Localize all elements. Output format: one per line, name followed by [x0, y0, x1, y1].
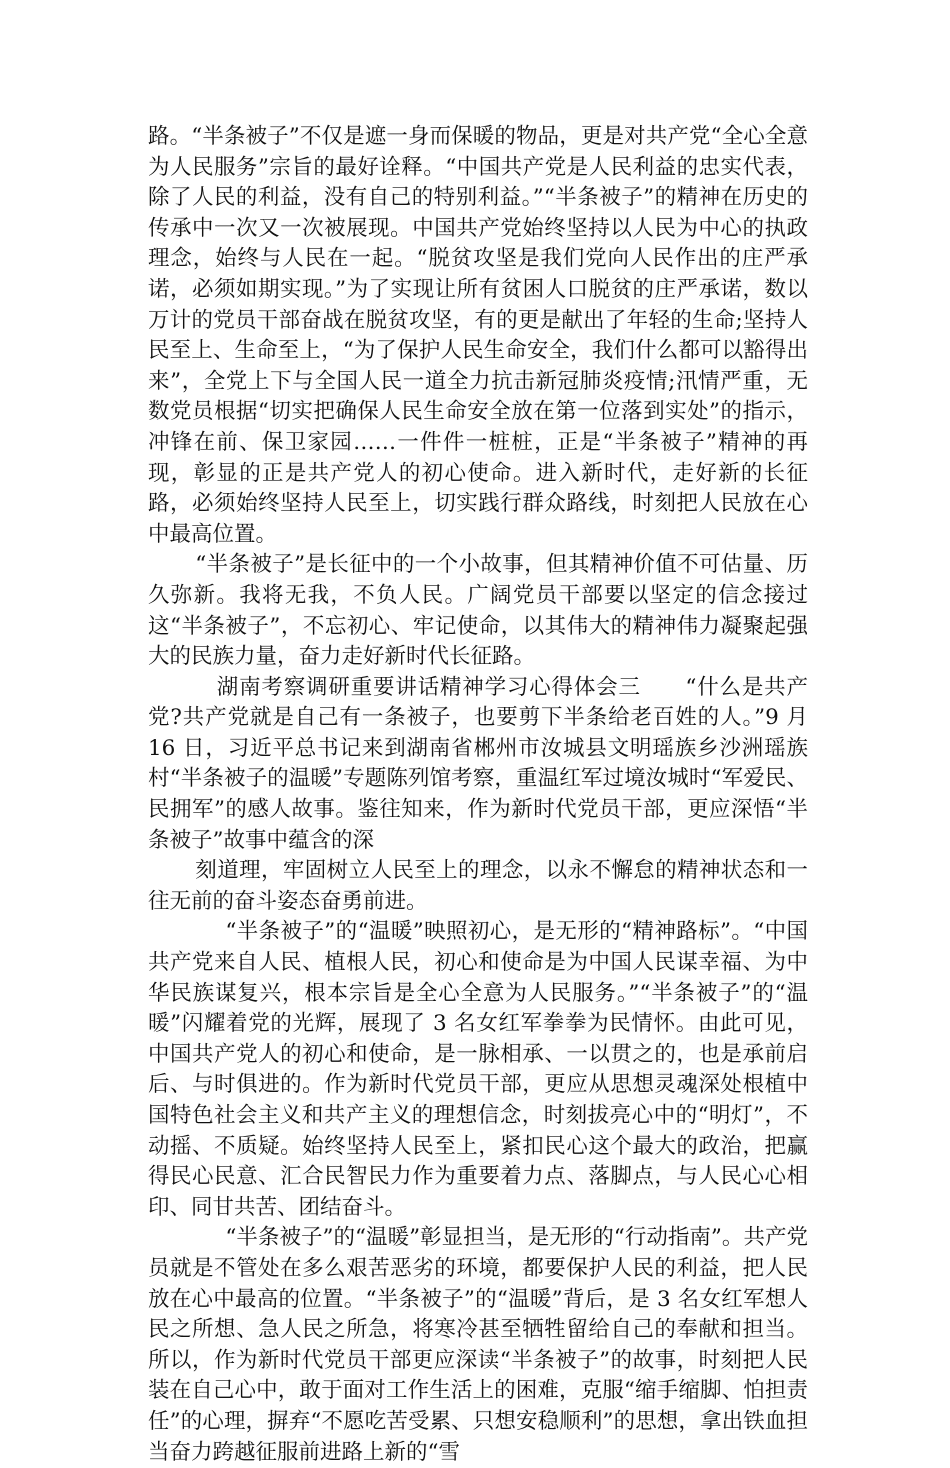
paragraph-warmth-responsibility: “半条被子”的“温暖”彰显担当，是无形的“行动指南”。共产党员就是不管处在多么艰苦恶劣的环境，都要保护人民的利益，把人民放在心中最高的位置。“半条被子”的“温暖”背后，是 3 名女红军想人民之所想、急人民之所急，将寒冷甚至牺牲留给自己的奉献和担当。所以，作为新时代党员干部更应深读“半条被子”的故事，时刻把人民装在自己心中，敢于面对工作生活上的困难，克服“缩手缩脚、怕担责任”的心理，摒弃“不愿吃苦受累、只想安稳顺利”的思想，拿出铁血担当奋力跨越征服前进路上新的“雪: [148, 1225, 808, 1465]
paragraph-reflection-three-intro: 湖南考察调研重要讲话精神学习心得体会三 “什么是共产党?共产党就是自己有一条被子，也要剪下半条给老百姓的人。”9 月 16 日，习近平总书记来到湖南省郴州市汝城县文明瑶族乡沙洲瑶族村“半条被子的温暖”专题陈列馆考察，重温红军过境汝城时“军爱民、民拥军”的感人故事。鉴往知来，作为新时代党员干部，更应深悟“半条被子”故事中蕴含的深: [148, 674, 808, 853]
paragraph-warmth-original-aspiration: “半条被子”的“温暖”映照初心，是无形的“精神路标”。“中国共产党来自人民、植根人民，初心和使命是为中国人民谋幸福、为中华民族谋复兴，根本宗旨是全心全意为人民服务。”“半条被子”的“温暖”闪耀着党的光辉，展现了 3 名女红军拳拳为民情怀。由此可见，中国共产党人的初心和使命，是一脉相承、一以贯之的，也是承前启后、与时俱进的。作为新时代党员干部，更应从思想灵魂深处根植中国特色社会主义和共产主义的理想信念，时刻拔亮心中的“明灯”，不动摇、不质疑。始终坚持人民至上，紧扣民心这个最大的政治，把赢得民心民意、汇合民智民力作为重要着力点、落脚点，与人民心心相印、同甘共苦、团结奋斗。: [148, 919, 808, 1220]
document-page: [148, 122, 808, 1468]
paragraph-principle: 刻道理，牢固树立人民至上的理念，以永不懈怠的精神状态和一往无前的奋斗姿态奋勇前进。: [148, 858, 808, 914]
paragraph-long-march-story: “半条被子”是长征中的一个小故事，但其精神价值不可估量、历久弥新。我将无我，不负人民。广阔党员干部要以坚定的信念接过这“半条被子”，不忘初心、牢记使命，以其伟大的精神伟力凝聚起强大的民族力量，奋力走好新时代长征路。: [148, 552, 808, 670]
paragraph-people-centered: 路。“半条被子”不仅是遮一身而保暖的物品，更是对共产党“全心全意为人民服务”宗旨的最好诠释。“中国共产党是人民利益的忠实代表，除了人民的利益，没有自己的特别利益。”“半条被子”的精神在历史的传承中一次又一次被展现。中国共产党始终坚持以人民为中心的执政理念，始终与人民在一起。“脱贫攻坚是我们党向人民作出的庄严承诺，必须如期实现。”为了实现让所有贫困人口脱贫的庄严承诺，数以万计的党员干部奋战在脱贫攻坚，有的更是献出了年轻的生命;坚持人民至上、生命至上，“为了保护人民生命安全，我们什么都可以豁得出来”，全党上下与全国人民一道全力抗击新冠肺炎疫情;汛情严重，无数党员根据“切实把确保人民生命安全放在第一位落到实处”的指示，冲锋在前、保卫家园……一件件一桩桩，正是“半条被子”精神的再现，彰显的正是共产党人的初心使命。进入新时代，走好新的长征路，必须始终坚持人民至上，切实践行群众路线，时刻把人民放在心中最高位置。: [148, 124, 808, 547]
